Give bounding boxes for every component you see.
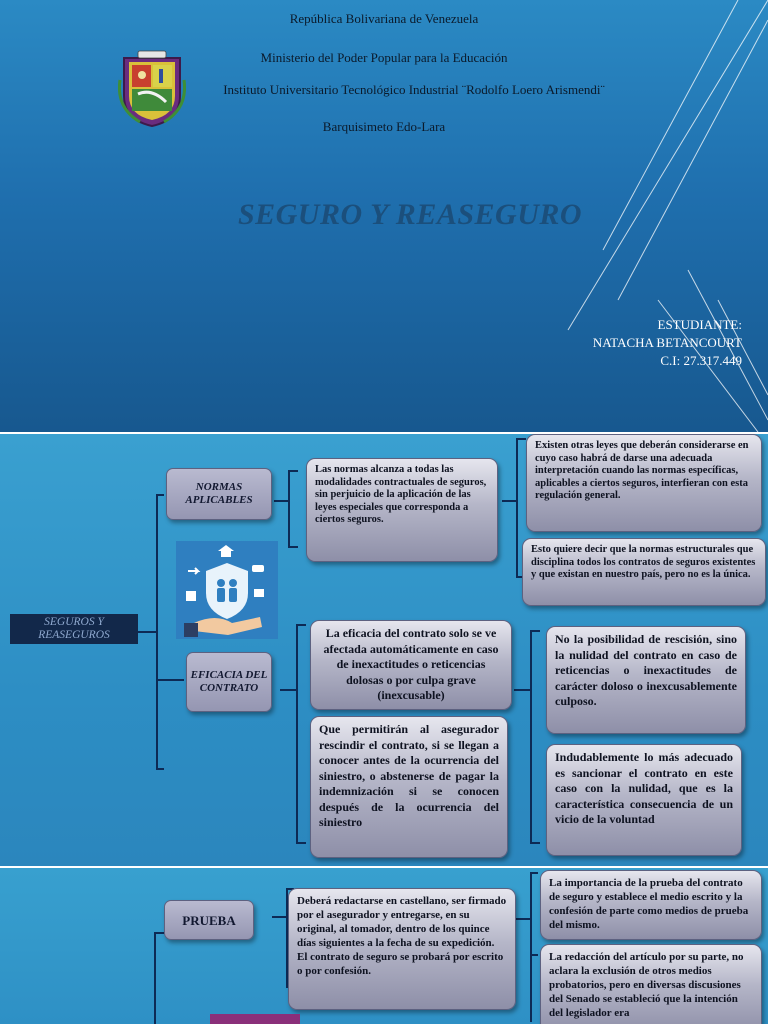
insurance-illustration <box>176 541 278 639</box>
connector <box>516 438 518 578</box>
normas-text-box: Las normas alcanza a todas las modalidades contractuales de seguros, sin perjuicio de la aplicación de las leyes especiales que corresponda a ciertos seguros. <box>306 458 498 562</box>
connector <box>516 438 526 440</box>
connector <box>156 679 184 681</box>
connector <box>156 768 164 770</box>
normas-label: NORMAS APLICABLES <box>166 468 272 520</box>
connector <box>516 918 530 920</box>
student-id: C.I: 27.317.449 <box>660 353 742 368</box>
concept-map-slide <box>0 434 768 866</box>
connector <box>156 494 158 770</box>
otras-leyes-box: Existen otras leyes que deberán considerarse en cuyo caso habrá de darse una adecuada interpretación cuando las normas específicas, aplicables a ciertos seguros, interfieran con esta regulación general. <box>526 434 762 532</box>
connector <box>288 470 298 472</box>
prueba-slide <box>0 868 768 1024</box>
header-institute: Instituto Universitario Tecnológico Industrial ¨Rodolfo Loero Arismendi¨ <box>223 82 605 97</box>
student-info <box>593 316 742 370</box>
connector <box>530 954 538 956</box>
prueba-text-box: Deberá redactarse en castellano, ser firmado por el asegurador y entregarse, en su original, al tomador, dentro de los quince días siguientes a la fecha de su expedición. El contrato de seguro se probará por escrito o por confesión. <box>288 888 516 1010</box>
connector <box>280 689 296 691</box>
connector <box>272 916 286 918</box>
connector <box>154 932 164 934</box>
connector <box>296 624 298 844</box>
connector <box>288 546 298 548</box>
illustration-fragment <box>210 1014 300 1024</box>
connector <box>296 842 306 844</box>
rescindir-box: Que permitirán al asegurador rescindir el contrato, si se llegan a conocer antes de la ocurrencia del siniestro, o abstenerse de pagar la indemnización si se conocen después de la ocurrencia del siniestro <box>310 716 508 858</box>
connector <box>288 470 290 548</box>
eficacia-label: EFICACIA DEL CONTRATO <box>186 652 272 712</box>
student-name: NATACHA BETANCOURT <box>592 335 742 350</box>
connector <box>502 500 516 502</box>
connector <box>296 624 306 626</box>
connector <box>514 689 530 691</box>
connector <box>530 872 538 874</box>
header-ministry: Ministerio del Poder Popular para la Educación <box>260 50 508 65</box>
connector <box>154 932 156 1024</box>
connector <box>530 630 532 844</box>
redaccion-box: La redacción del artículo por su parte, no aclara la exclusión de otros medios probatorios, pero en diversas discusiones del Senado se estableció que la intención del legislador era <box>540 944 762 1024</box>
sancionar-box: Indudablemente lo más adecuado es sancionar el contrato en este caso con la nulidad, que es la característica consecuencia de un vicio de la voluntad <box>546 744 742 856</box>
presentation-title: SEGURO Y REASEGURO <box>237 198 583 231</box>
family-shield-icon <box>176 541 278 639</box>
importancia-box: La importancia de la prueba del contrato de seguro y establece el medio escrito y la confesión de parte como medios de prueba del mismo. <box>540 870 762 940</box>
estructurales-box: Esto quiere decir que la normas estructurales que disciplina todos los contratos de seguros existentes y que existan en nuestro país, pero no es la única. <box>522 538 766 606</box>
student-label: ESTUDIANTE: <box>657 317 742 332</box>
institute-crest-icon <box>118 50 186 128</box>
connector <box>156 494 164 496</box>
connector <box>530 872 532 1022</box>
prueba-label: PRUEBA <box>164 900 254 940</box>
cover-slide <box>0 0 768 432</box>
connector <box>530 842 540 844</box>
root-node: SEGUROS Y REASEGUROS <box>10 614 138 644</box>
connector <box>138 631 156 633</box>
eficacia-text-box: La eficacia del contrato solo se ve afectada automáticamente en caso de inexactitudes o reticencias dolosas o por culpa grave (inexcusable) <box>310 620 512 710</box>
header-country: República Bolivariana de Venezuela <box>289 11 479 26</box>
connector <box>530 630 540 632</box>
rescision-box: No la posibilidad de rescisión, sino la nulidad del contrato en caso de reticencias o inexactitudes de carácter doloso o inexcusablemente culposo. <box>546 626 746 734</box>
connector <box>274 500 288 502</box>
header-city: Barquisimeto Edo-Lara <box>322 119 446 134</box>
